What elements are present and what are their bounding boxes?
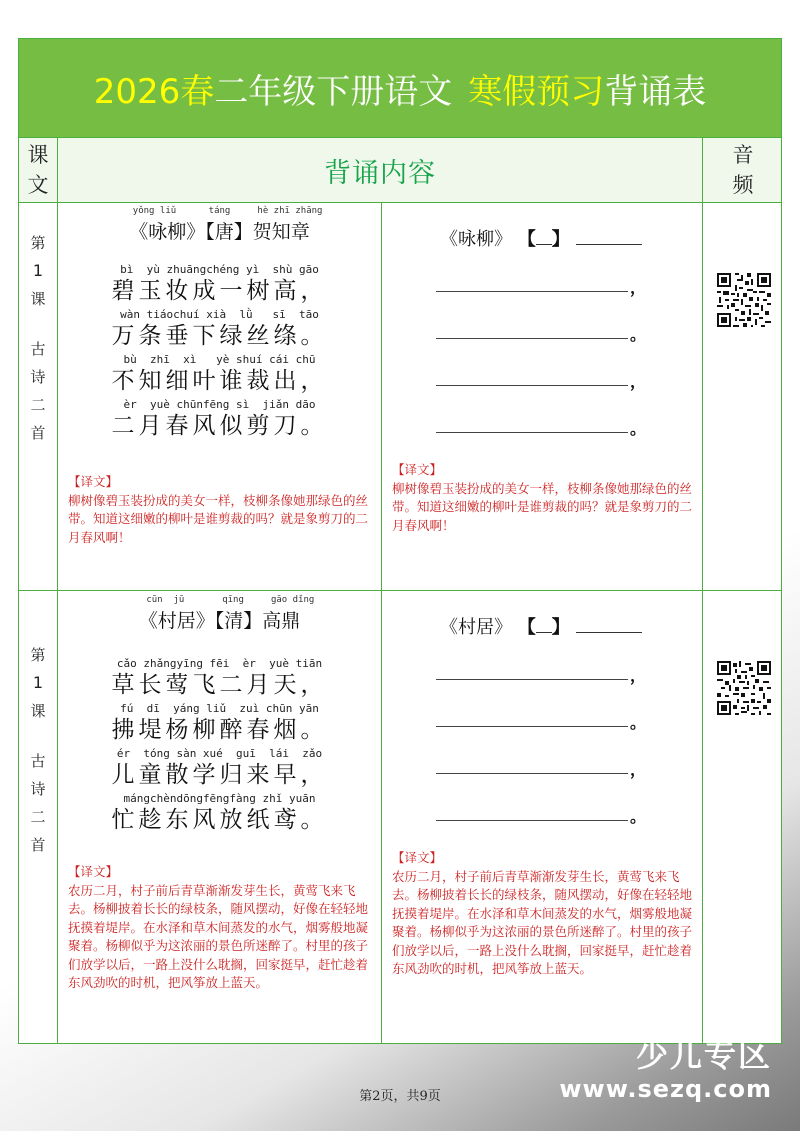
fill-in-punct: ， bbox=[630, 372, 647, 391]
poem-line-pinyin: mángchèndōngfēngfàng zhǐ yuān bbox=[123, 792, 316, 805]
lesson-label-char: 课 bbox=[30, 290, 46, 308]
author-blank[interactable] bbox=[576, 619, 642, 633]
fill-in-title bbox=[440, 613, 642, 639]
page-title bbox=[19, 39, 781, 138]
poem-line bbox=[58, 702, 381, 744]
lesson-number: 1 bbox=[32, 261, 44, 280]
fill-in-cell bbox=[382, 203, 703, 590]
poem-line-text: 不知细叶谁裁出， bbox=[111, 368, 328, 394]
title-grade: 二年级下册语文 bbox=[214, 71, 453, 112]
fill-in-line[interactable] bbox=[436, 726, 628, 727]
header-audio-char: 音 bbox=[732, 143, 754, 167]
audio-cell bbox=[703, 591, 783, 1043]
unit-label-char: 诗 bbox=[30, 368, 46, 386]
page-number: 第2页，共9页 bbox=[359, 1089, 441, 1104]
bracket-open: 【 bbox=[517, 229, 536, 250]
translation bbox=[392, 461, 698, 535]
poem-line-pinyin: èr yuè chūnfēng sì jiǎn dāo bbox=[123, 398, 316, 411]
lesson-label-char: 第 bbox=[30, 646, 46, 664]
fill-in-line[interactable] bbox=[436, 679, 628, 680]
poem-title-pinyin: yǒng liǔ táng hè zhī zhāng bbox=[116, 206, 323, 216]
bracket-close: 】 bbox=[551, 617, 570, 638]
recitation-sheet bbox=[18, 38, 782, 1044]
header-content: 背诵内容 bbox=[58, 138, 703, 202]
fill-in-line[interactable] bbox=[436, 385, 628, 386]
title-year: 2026春 bbox=[93, 71, 215, 112]
poem-cell bbox=[58, 203, 382, 590]
poem-line-pinyin: cǎo zhǎngyīng fēi èr yuè tiān bbox=[116, 657, 323, 670]
header-lesson bbox=[19, 138, 58, 202]
translation-label: 【译文】 bbox=[68, 474, 119, 489]
poem-line-text: 儿童散学归来早， bbox=[111, 762, 328, 788]
poem-line bbox=[58, 747, 381, 789]
lesson-label bbox=[19, 591, 58, 1043]
translation bbox=[68, 863, 374, 993]
bracket-open: 【 bbox=[517, 617, 536, 638]
unit-label-char: 诗 bbox=[30, 780, 46, 798]
poem-line bbox=[58, 398, 381, 440]
poem-line bbox=[58, 353, 381, 395]
fill-in-punct: ， bbox=[630, 760, 647, 779]
table-row bbox=[19, 591, 781, 1043]
translation-text: 柳树像碧玉装扮成的美女一样，枝柳条像她那绿色的丝带。知道这细嫩的柳叶是谁剪裁的吗？就是象剪刀的二月春风啊！ bbox=[68, 492, 369, 545]
watermark-logo: 少儿专区 bbox=[635, 1036, 772, 1074]
unit-label-char: 二 bbox=[30, 396, 46, 414]
qr-code-icon[interactable] bbox=[715, 659, 773, 717]
watermark-url: www.sezq.com bbox=[559, 1075, 772, 1103]
fill-in-punct: ， bbox=[630, 278, 647, 297]
author-blank[interactable] bbox=[576, 231, 642, 245]
poem-title-pinyin: cūn jū qīng gāo dǐng bbox=[124, 595, 315, 605]
poem-title-text: 《村居》【清】高鼎 bbox=[138, 610, 301, 632]
unit-label-char: 古 bbox=[30, 340, 46, 358]
poem-line-text: 万条垂下绿丝绦。 bbox=[111, 323, 328, 349]
header-lesson-char: 文 bbox=[27, 173, 49, 197]
lesson-number: 1 bbox=[32, 673, 44, 692]
poem-line-pinyin: ér tóng sàn xué guī lái zǎo bbox=[116, 747, 323, 760]
translation bbox=[68, 473, 374, 547]
poem-line-text: 二月春风似剪刀。 bbox=[111, 413, 328, 439]
unit-label-char: 首 bbox=[30, 424, 46, 442]
poem-line bbox=[58, 657, 381, 699]
poem-title bbox=[58, 595, 381, 633]
poem-line-pinyin: wàn tiáochuí xià lǜ sī tāo bbox=[120, 308, 319, 321]
lesson-label bbox=[19, 203, 58, 590]
bracket-close: 】 bbox=[551, 229, 570, 250]
header-audio-char: 频 bbox=[732, 173, 754, 197]
dynasty-blank[interactable] bbox=[536, 619, 552, 633]
translation-text: 农历二月，村子前后青草渐渐发芽生长，黄莺飞来飞去。杨柳披着长长的绿枝条，随风摆动，好像在轻轻地抚摸着堤岸。在水泽和草木间蒸发的水气，烟雾般地凝聚着。杨柳似乎为这浓丽的景色所迷醉了。村里的孩子们放学以后，一路上没什么耽搁，回家挺早，赶忙趁着东风劲吹的时机，把风筝放上蓝天。 bbox=[68, 882, 369, 990]
fill-in-punct: ， bbox=[630, 666, 647, 685]
fill-in-line[interactable] bbox=[436, 773, 628, 774]
fill-in-punct: 。 bbox=[630, 325, 647, 344]
header-audio bbox=[703, 138, 783, 202]
fill-in-punct: 。 bbox=[630, 419, 647, 438]
poem-line-pinyin: bù zhī xì yè shuí cái chū bbox=[123, 353, 316, 366]
translation-label: 【译文】 bbox=[68, 864, 119, 879]
poem-title-text: 《咏柳》【唐】贺知章 bbox=[129, 221, 310, 243]
poem-line-pinyin: fú dī yáng liǔ zuì chūn yān bbox=[120, 702, 319, 715]
audio-cell bbox=[703, 203, 783, 590]
fill-in-punct: 。 bbox=[630, 713, 647, 732]
poem-body bbox=[58, 657, 381, 837]
poem-line-text: 碧玉妆成一树高， bbox=[111, 278, 328, 304]
title-highlight: 寒假预习 bbox=[468, 71, 605, 112]
fill-in-poem-name: 《咏柳》 bbox=[440, 229, 512, 250]
poem-line bbox=[58, 263, 381, 305]
poem-cell bbox=[58, 591, 382, 1043]
table-row bbox=[19, 203, 781, 591]
translation bbox=[392, 849, 698, 979]
fill-in-title bbox=[440, 225, 642, 251]
qr-code-icon[interactable] bbox=[715, 271, 773, 329]
translation-text: 柳树像碧玉装扮成的美女一样，枝柳条像她那绿色的丝带。知道这细嫩的柳叶是谁剪裁的吗？就是象剪刀的二月春风啊！ bbox=[392, 480, 693, 533]
poem-line bbox=[58, 308, 381, 350]
fill-in-poem-name: 《村居》 bbox=[440, 617, 512, 638]
lesson-label-char: 课 bbox=[30, 702, 46, 720]
poem-title bbox=[58, 206, 381, 244]
unit-label-char: 古 bbox=[30, 752, 46, 770]
poem-line-pinyin: bì yù zhuāngchéng yì shù gāo bbox=[120, 263, 319, 276]
poem-line bbox=[58, 792, 381, 834]
fill-in-line[interactable] bbox=[436, 432, 628, 433]
fill-in-line[interactable] bbox=[436, 820, 628, 821]
translation-label: 【译文】 bbox=[392, 462, 443, 477]
header-lesson-char: 课 bbox=[27, 143, 49, 167]
lesson-label-char: 第 bbox=[30, 234, 46, 252]
poem-line-text: 草长莺飞二月天， bbox=[111, 672, 328, 698]
fill-in-line[interactable] bbox=[436, 291, 628, 292]
translation-label: 【译文】 bbox=[392, 850, 443, 865]
table-header bbox=[19, 138, 781, 203]
fill-in-cell bbox=[382, 591, 703, 1043]
fill-in-punct: 。 bbox=[630, 807, 647, 826]
fill-in-line[interactable] bbox=[436, 338, 628, 339]
watermark bbox=[559, 1036, 772, 1104]
unit-label-char: 首 bbox=[30, 836, 46, 854]
poem-body bbox=[58, 263, 381, 443]
dynasty-blank[interactable] bbox=[536, 231, 552, 245]
poem-line-text: 拂堤杨柳醉春烟。 bbox=[111, 717, 328, 743]
unit-label-char: 二 bbox=[30, 808, 46, 826]
title-suffix: 背诵表 bbox=[604, 71, 707, 112]
translation-text: 农历二月，村子前后青草渐渐发芽生长，黄莺飞来飞去。杨柳披着长长的绿枝条，随风摆动，好像在轻轻地抚摸着堤岸。在水泽和草木间蒸发的水气，烟雾般地凝聚着。杨柳似乎为这浓丽的景色所迷醉了。村里的孩子们放学以后，一路上没什么耽搁，回家挺早，赶忙趁着东风劲吹的时机，把风筝放上蓝天。 bbox=[392, 868, 693, 976]
poem-line-text: 忙趁东风放纸鸢。 bbox=[111, 807, 328, 833]
